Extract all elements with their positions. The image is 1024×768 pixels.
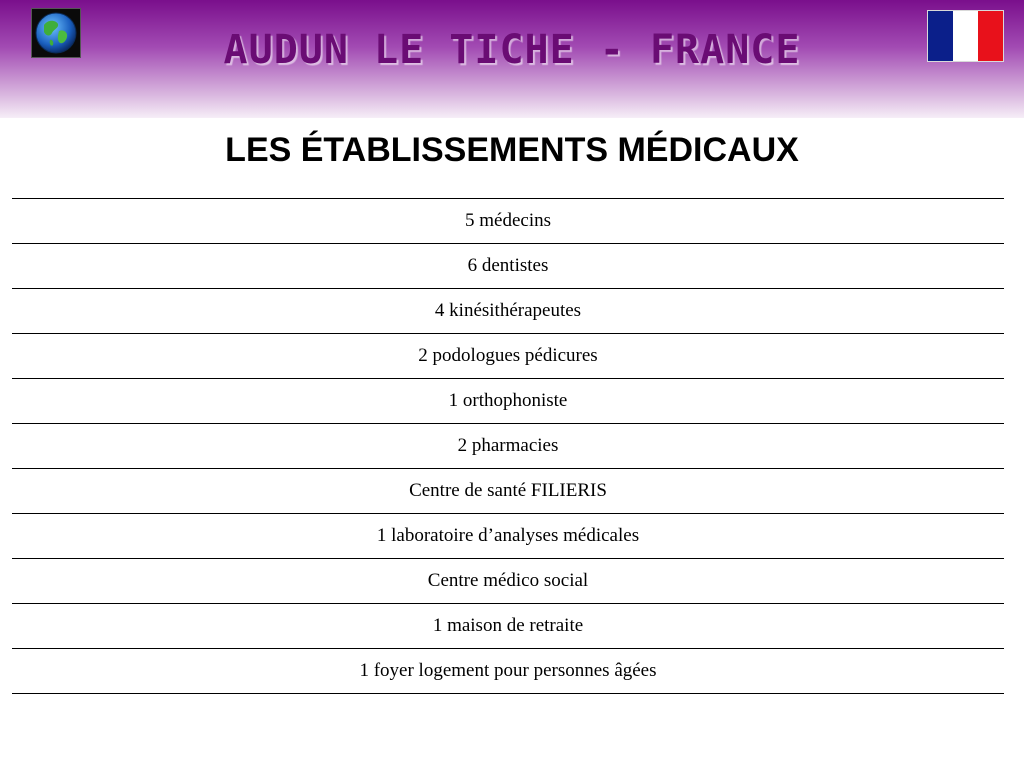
- flag-blue-stripe: [928, 11, 953, 61]
- list-item: 4 kinésithérapeutes: [12, 289, 1004, 334]
- header-band: [0, 0, 1024, 118]
- banner-title: AUDUN LE TICHE - FRANCE: [223, 27, 801, 73]
- list-item: 6 dentistes: [12, 244, 1004, 289]
- list-item: 2 podologues pédicures: [12, 334, 1004, 379]
- facility-list: [12, 198, 1004, 694]
- flag-white-stripe: [953, 11, 978, 61]
- list-item: Centre médico social: [12, 559, 1004, 604]
- list-item: 1 orthophoniste: [12, 379, 1004, 424]
- list-item: 1 laboratoire d’analyses médicales: [12, 514, 1004, 559]
- list-item: 1 maison de retraite: [12, 604, 1004, 649]
- flag-red-stripe: [978, 11, 1003, 61]
- list-item: 1 foyer logement pour personnes âgées: [12, 649, 1004, 694]
- page-title: LES ÉTABLISSEMENTS MÉDICAUX: [225, 131, 799, 169]
- list-item: 2 pharmacies: [12, 424, 1004, 469]
- list-item: 5 médecins: [12, 199, 1004, 244]
- french-flag-icon: [927, 10, 1004, 62]
- list-item: Centre de santé FILIERIS: [12, 469, 1004, 514]
